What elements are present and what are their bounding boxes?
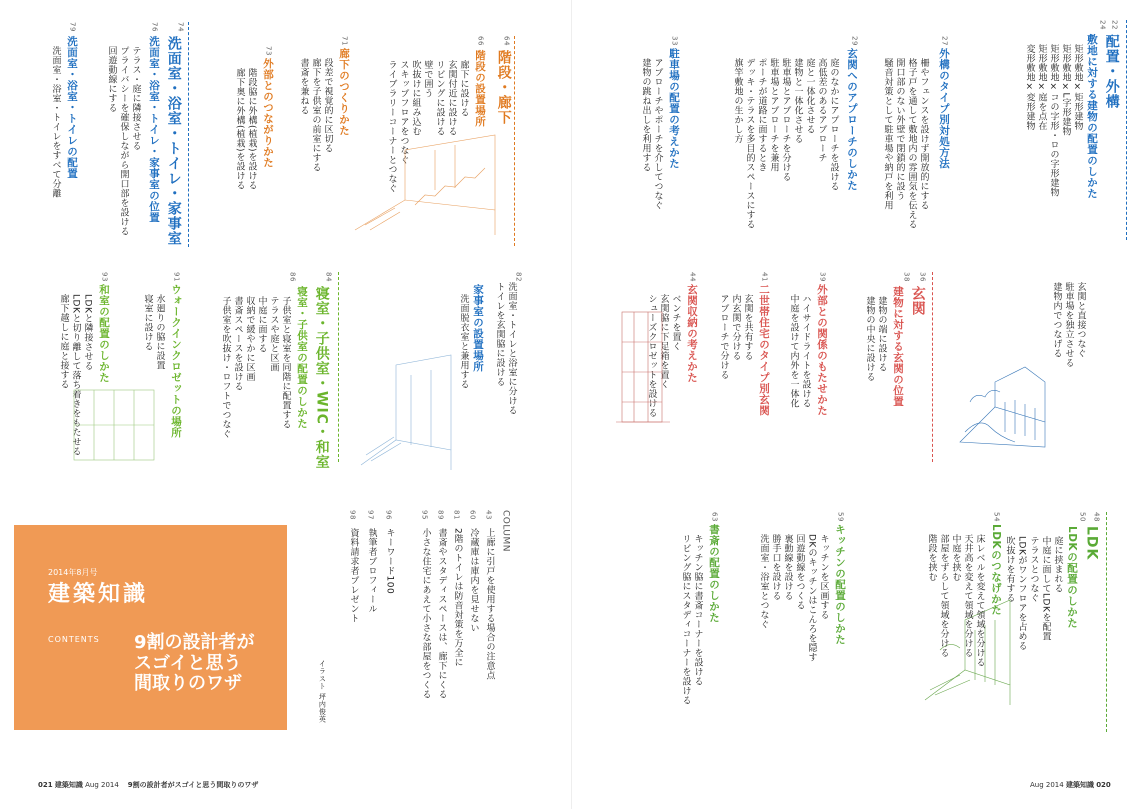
toc-item[interactable]: 寝室に設ける bbox=[142, 294, 153, 351]
toc-item[interactable]: 変形敷地×変形建物 bbox=[1024, 44, 1035, 131]
toc-item[interactable]: 中庭を設けて内外を一体化 bbox=[788, 294, 799, 408]
footer-left bbox=[38, 780, 258, 790]
toc-item[interactable]: テラスや庭と区画 bbox=[268, 296, 279, 372]
section-divider bbox=[338, 272, 339, 462]
section-title: 玄関収納の考えかた bbox=[686, 284, 699, 383]
toc-item[interactable]: 勝手口を設ける bbox=[770, 534, 781, 601]
toc-item[interactable]: 高低差のあるアプローチ bbox=[816, 58, 827, 163]
page-number: 91 bbox=[172, 272, 181, 282]
page-number: 81 bbox=[452, 510, 461, 520]
column-item[interactable]: 上廊に引戸を使用する場合の注意点 bbox=[484, 528, 495, 680]
column-item[interactable]: 2階のトイレは防音対策を万全に bbox=[452, 528, 463, 668]
section-title: 二世帯住宅のタイプ別玄関 bbox=[758, 284, 771, 416]
toc-item[interactable]: 廊下を子供室の前室にする bbox=[310, 58, 321, 172]
page-number: 27 bbox=[940, 36, 949, 46]
section-divider bbox=[1126, 20, 1127, 240]
page-number: 54 bbox=[992, 512, 1001, 522]
page-number: 33 bbox=[670, 36, 679, 46]
toc-item[interactable]: 書斎スペースを設ける bbox=[232, 296, 243, 391]
page-number: 60 bbox=[468, 510, 477, 520]
toc-item[interactable]: 階段を挟む bbox=[926, 534, 937, 582]
toc-item[interactable]: 矩形敷地×矩形建物 bbox=[1072, 44, 1083, 131]
toc-item[interactable]: スキップフロアをつなぐ bbox=[398, 60, 409, 165]
section-subtitle: 寝室・子供室の配置のしかた bbox=[296, 286, 309, 429]
toc-item[interactable]: 中庭に面してLDKを配置 bbox=[1040, 536, 1051, 641]
toc-item[interactable]: 玄関付近に設ける bbox=[446, 60, 457, 136]
toc-item[interactable]: デッキ・テラスを多目的スペースにする bbox=[744, 58, 755, 229]
toc-item[interactable]: 吹抜けに組み込む bbox=[410, 60, 421, 136]
toc-item[interactable]: 階段脇に外構(植栽)を設ける bbox=[246, 68, 257, 191]
section-title: ウォークインクロゼットの場所 bbox=[170, 284, 183, 438]
page-number: 22 bbox=[1110, 20, 1119, 30]
toc-item[interactable]: 玄関と直接つなぐ bbox=[1075, 282, 1086, 358]
page-number: 98 bbox=[348, 510, 357, 520]
page-number: 89 bbox=[436, 510, 445, 520]
toc-item[interactable]: 建物の跳ね出しを利用する bbox=[640, 58, 651, 172]
toc-item[interactable]: アプローチで分ける bbox=[718, 294, 729, 380]
column-item[interactable]: キーワード100 bbox=[384, 528, 395, 595]
page-number: 44 bbox=[688, 272, 697, 282]
toc-item[interactable]: 建物の端に設ける bbox=[876, 296, 887, 372]
toc-item[interactable]: 廊下奥に外構(植栽)を設ける bbox=[234, 68, 245, 191]
section-title: 書斎の配置のしかた bbox=[708, 524, 721, 623]
page-gutter bbox=[571, 0, 572, 809]
section-subtitle: 階段の設置場所 bbox=[474, 50, 487, 127]
section-subtitle: 洗面室・浴室・トイレ・家事室の位置 bbox=[148, 36, 161, 223]
toc-item[interactable]: 庭と一体化させる bbox=[804, 58, 815, 134]
toc-item[interactable]: 子供室と寝室を同階に配置する bbox=[280, 296, 291, 429]
section-title: 外部とのつながりかた bbox=[262, 58, 275, 168]
page-number: 66 bbox=[476, 36, 485, 46]
toc-item[interactable]: 柵やフェンスを設けず開放的にする bbox=[918, 58, 929, 210]
toc-item[interactable]: LDKと隣接させる bbox=[82, 294, 93, 371]
toc-item[interactable]: 洗面室・浴室とつなぐ bbox=[758, 534, 769, 629]
section-title: 和室の配置のしかた bbox=[98, 284, 111, 383]
toc-item[interactable]: 建物内でつなげる bbox=[1051, 282, 1062, 358]
page-number: 41 bbox=[760, 272, 769, 282]
toc-item[interactable]: ライブラリーコーナーとつなぐ bbox=[386, 60, 397, 193]
page-number: 93 bbox=[100, 272, 109, 282]
toc-item[interactable]: ポーチが道路に面するとき bbox=[756, 58, 767, 172]
page-number: 84 bbox=[324, 272, 333, 282]
section-subtitle: LDKの配置のしかた bbox=[1066, 526, 1079, 629]
illustrator-credit: イラスト 坪内俊英 bbox=[318, 660, 327, 723]
toc-item[interactable]: LDKがワンフロアを占める bbox=[1016, 536, 1027, 651]
toc-item[interactable]: 格子戸を通して敷地内の雰囲気を伝える bbox=[906, 58, 917, 229]
section-title: キッチンの配置のしかた bbox=[834, 524, 847, 645]
toc-item[interactable]: リビングに設ける bbox=[434, 60, 445, 136]
section-title: 配置・外構 bbox=[1103, 34, 1120, 109]
toc-item[interactable]: 段差で視覚的に区切る bbox=[322, 58, 333, 153]
toc-item[interactable]: 駐車場とアプローチを分ける bbox=[780, 58, 791, 182]
page-number: 74 bbox=[176, 22, 185, 32]
headline-line: スゴイと思う bbox=[134, 652, 242, 674]
section-title: 洗面室・浴室・トイレ・家事室 bbox=[165, 36, 182, 246]
page-number: 59 bbox=[836, 512, 845, 522]
column-item[interactable]: 小さな住宅にあえて小さな部屋をつくる bbox=[420, 528, 431, 699]
toc-item[interactable]: 洗面室・浴室・トイレをすべて分離 bbox=[50, 46, 61, 198]
footer-feature-title: 9割の設計者がスゴイと思う間取りのワザ bbox=[127, 781, 259, 789]
toc-item[interactable]: 書斎を兼ねる bbox=[298, 58, 309, 115]
column-item[interactable]: 資料請求者プレゼント bbox=[348, 528, 359, 623]
page-number: 73 bbox=[264, 46, 273, 56]
section-title: 階段・廊下 bbox=[495, 50, 512, 125]
toc-item[interactable]: 廊下に設ける bbox=[458, 60, 469, 117]
toc-item[interactable]: 子供室を吹抜け・ロフトでつなぐ bbox=[220, 296, 231, 439]
section-title: 玄関 bbox=[909, 286, 926, 316]
toc-item[interactable]: 玄関を共有する bbox=[742, 294, 753, 361]
toc-item[interactable]: 裏動線を設ける bbox=[782, 534, 793, 601]
toc-item[interactable]: 水廻りの脇に設置 bbox=[154, 294, 165, 370]
page-number: 63 bbox=[710, 512, 719, 522]
section-subtitle: 敷地に対する建物の配置のしかた bbox=[1086, 34, 1099, 199]
toc-item[interactable]: テラス・庭に隣接させる bbox=[130, 46, 141, 151]
toc-item[interactable]: テラスとつなぐ bbox=[1028, 536, 1039, 603]
feature-headline bbox=[134, 633, 255, 695]
contents-label: CONTENTS bbox=[48, 635, 100, 644]
page-number: 96 bbox=[384, 510, 393, 520]
toc-item[interactable]: アプローチやポーチを介してつなぐ bbox=[652, 58, 663, 210]
section-title: 駐車場の配置の考えかた bbox=[668, 48, 681, 169]
footer-issue: Aug 2014 bbox=[85, 781, 119, 789]
toc-item[interactable]: 旗竿敷地の生かし方 bbox=[732, 58, 743, 144]
page-number: 95 bbox=[420, 510, 429, 520]
toc-item[interactable]: 庭に挟まれる bbox=[1052, 536, 1063, 593]
page-number: 39 bbox=[818, 272, 827, 282]
page-number: 82 bbox=[514, 272, 523, 282]
section-subtitle: 建物に対する玄関の位置 bbox=[892, 286, 905, 407]
headline-line: 間取りのワザ bbox=[134, 673, 242, 695]
toc-item[interactable]: トイレを玄関脇に設ける bbox=[494, 282, 505, 387]
page-number: 48 bbox=[1092, 512, 1101, 522]
toc-item[interactable]: 壁で囲う bbox=[422, 60, 433, 98]
housework-sketch bbox=[356, 345, 456, 475]
section-title: LDKのつなげかた bbox=[990, 524, 1003, 616]
page-number: 64 bbox=[502, 36, 511, 46]
toc-item[interactable]: 床レベルを変えて領域を分ける bbox=[974, 534, 985, 667]
column-item[interactable]: 書斎やスタディスペースは、廊下にくる bbox=[436, 528, 447, 699]
footer-right bbox=[1030, 780, 1111, 790]
page-number: 38 bbox=[902, 272, 911, 282]
toc-item[interactable]: 建物の中央に設ける bbox=[864, 296, 875, 382]
storage-sketch bbox=[614, 302, 674, 432]
section-title: 廊下のつくりかた bbox=[338, 48, 351, 136]
toc-item[interactable]: 矩形敷地×庭を点在 bbox=[1036, 44, 1047, 131]
section-title: 玄関へのアプローチのしかた bbox=[846, 48, 859, 191]
toc-item[interactable]: ハイサイドライトを設ける bbox=[800, 294, 811, 408]
toc-item[interactable]: ベンチを置く bbox=[670, 294, 681, 351]
toc-item[interactable]: LDKと切り離して落ち着きをもたせる bbox=[70, 294, 81, 456]
toc-item[interactable]: 騒音対策として駐車場や納戸を利用 bbox=[882, 58, 893, 210]
toc-item[interactable]: 吹抜けを有する bbox=[1004, 536, 1015, 603]
japanese-room-sketch bbox=[64, 380, 164, 470]
toc-item[interactable]: 収納で緩やかに区画 bbox=[244, 296, 255, 382]
page-number: 50 bbox=[1078, 512, 1087, 522]
toc-item[interactable]: プライバシーを確保しながら開口部を設ける bbox=[118, 46, 129, 236]
toc-item[interactable]: DKのキッチンはこんろを隠す bbox=[806, 534, 817, 662]
issue-date: 2014年8月号 bbox=[48, 568, 98, 577]
page-number: 29 bbox=[850, 36, 859, 46]
footer-page-number: 020 bbox=[1096, 781, 1111, 789]
section-divider bbox=[514, 36, 515, 246]
magazine-title: 建築知識 bbox=[48, 582, 149, 607]
toc-item[interactable]: 中庭に面する bbox=[256, 296, 267, 353]
footer-magazine: 建築知識 bbox=[54, 781, 83, 789]
page-number: 36 bbox=[918, 272, 927, 282]
toc-item[interactable]: 駐車場を独立させる bbox=[1063, 282, 1074, 368]
section-title: 寝室・子供室・WIC・和室 bbox=[313, 286, 330, 470]
toc-item[interactable]: 部屋をずらして領域を分ける bbox=[938, 534, 949, 658]
section-title: LDK bbox=[1083, 526, 1100, 561]
toc-item[interactable]: 中庭を挟む bbox=[950, 534, 961, 582]
page-number: 71 bbox=[340, 36, 349, 46]
toc-item[interactable]: 玄関脇に下足箱を置く bbox=[658, 294, 669, 389]
page-number: 79 bbox=[68, 22, 77, 32]
toc-item[interactable]: 洗面室・トイレと浴室に分ける bbox=[506, 282, 517, 415]
toc-item[interactable]: 開口部のない外壁で閉鎖的に設う bbox=[894, 58, 905, 201]
page-number: 97 bbox=[366, 510, 375, 520]
footer-magazine: 建築知識 bbox=[1065, 781, 1094, 789]
section-divider bbox=[188, 22, 189, 247]
toc-item[interactable]: 建物と一体化させる bbox=[792, 58, 803, 144]
toc-item[interactable]: リビング脇にスタディコーナーを設ける bbox=[680, 534, 691, 705]
toc-item[interactable]: 矩形敷地×コの字形・ロの字形建物 bbox=[1048, 44, 1059, 197]
column-item[interactable]: 執筆者プロフィール bbox=[366, 528, 377, 614]
toc-item[interactable]: 天井高を変えて領域を分ける bbox=[962, 534, 973, 658]
page-number: 24 bbox=[1098, 20, 1107, 30]
toc-item[interactable]: キッチンを区画する bbox=[818, 534, 829, 620]
column-heading: COLUMN bbox=[500, 510, 511, 553]
toc-item[interactable]: シューズクロゼットを設ける bbox=[646, 294, 657, 418]
toc-item[interactable]: 洗面脱衣室と兼用する bbox=[458, 294, 469, 389]
cover-block bbox=[14, 525, 287, 730]
toc-item[interactable]: 駐車場とアプローチを兼用 bbox=[768, 58, 779, 172]
toc-item[interactable]: 廊下越しに庭と接する bbox=[58, 294, 69, 389]
toc-item[interactable]: 回遊動線にする bbox=[106, 46, 117, 113]
section-title: 外部との関係のもたせかた bbox=[816, 284, 829, 416]
footer-issue: Aug 2014 bbox=[1030, 781, 1064, 789]
page-number: 86 bbox=[288, 272, 297, 282]
toc-item[interactable]: キッチン脇に書斎コーナーを設ける bbox=[692, 534, 703, 686]
stairs-sketch bbox=[345, 130, 505, 240]
toc-item[interactable]: 矩形敷地×L字形建物 bbox=[1060, 44, 1071, 137]
page-number: 43 bbox=[484, 510, 493, 520]
toc-item[interactable]: 回遊動線をつくる bbox=[794, 534, 805, 610]
toc-item[interactable]: 庭のなかにアプローチを設ける bbox=[828, 58, 839, 191]
section-divider bbox=[932, 272, 933, 462]
section-title: 家事室の設置場所 bbox=[472, 284, 485, 372]
section-divider bbox=[1106, 512, 1107, 732]
toc-item[interactable]: 内玄関で分ける bbox=[730, 294, 741, 361]
headline-line: 9割の設計者が bbox=[134, 632, 255, 653]
page-number: 76 bbox=[150, 22, 159, 32]
footer-page-number: 021 bbox=[38, 781, 53, 789]
section-title: 洗面室・浴室・トイレの配置 bbox=[66, 36, 79, 179]
column-item[interactable]: 冷蔵庫は庫内を見せない bbox=[468, 528, 479, 633]
section-title: 外構のタイプ別対処方法 bbox=[938, 48, 951, 169]
entrance-sketch bbox=[955, 362, 1055, 452]
